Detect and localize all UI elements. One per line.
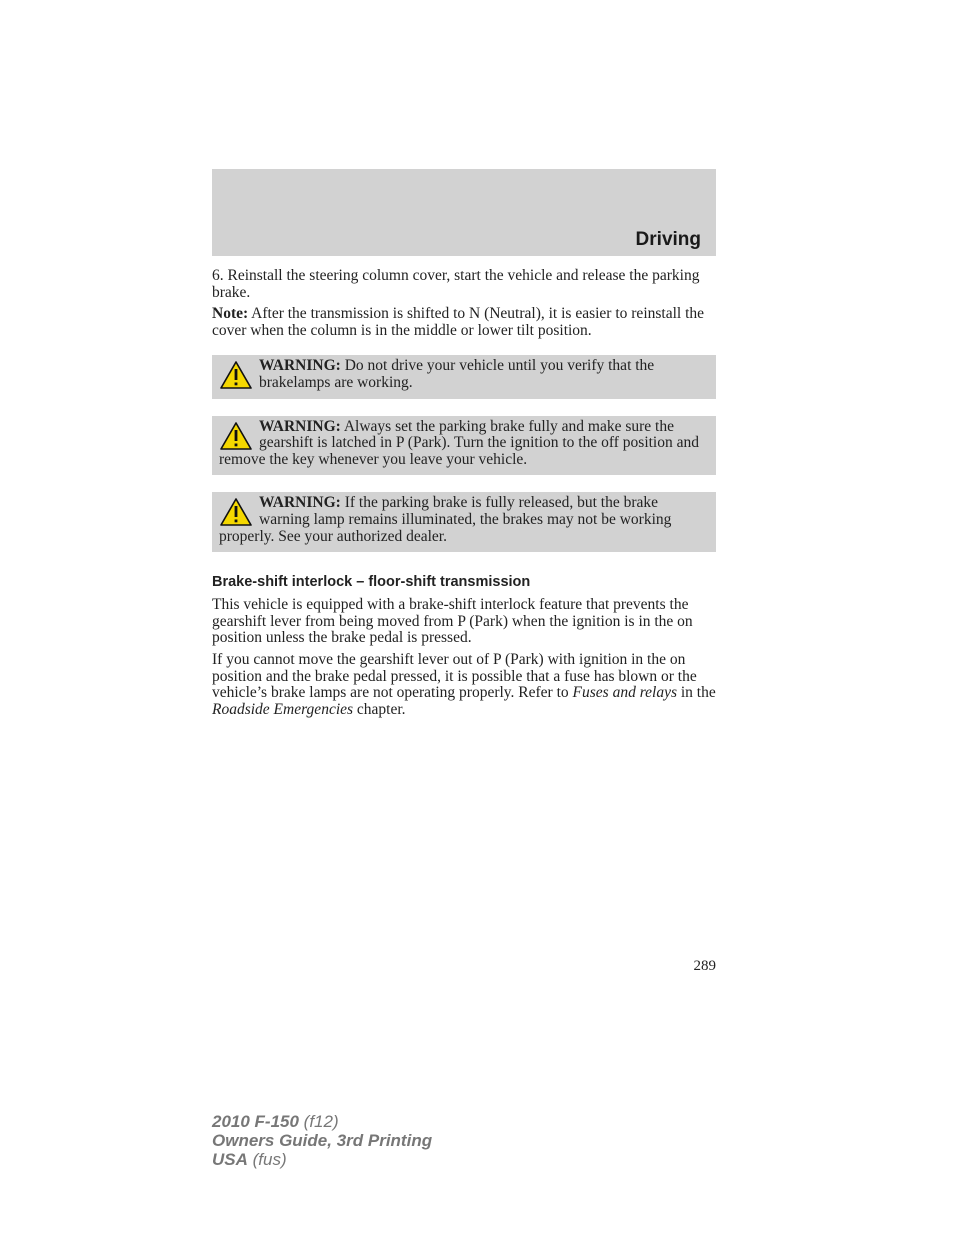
warning-body: If the parking brake is fully released, but the brake warning lamp remains illuminated, the brakes may not be working properly. See your authorized dealer. xyxy=(219,494,672,545)
footer-region-code: (fus) xyxy=(247,1150,287,1169)
footer-edition: Owners Guide, 3rd Printing xyxy=(212,1131,433,1150)
roadside-emergencies-reference: Roadside Emergencies xyxy=(212,700,354,718)
note-text: After the transmission is shifted to N (Neutral), it is easier to reinstall the cover when the column is in the middle or lower tilt position. xyxy=(212,305,705,339)
warning-text-2 xyxy=(219,419,709,469)
footer-region: USA xyxy=(212,1150,248,1169)
page-number: 289 xyxy=(693,958,716,974)
section-paragraph-2 xyxy=(212,652,716,718)
warning-triangle-icon xyxy=(219,360,253,390)
para2-text-a: If you cannot move the gearshift lever out of P (Park) with ignition in the on position and the brake pedal pressed, it is possible that a fuse has blown or the vehicle’s brake lamps are not operating properly. Refer to xyxy=(212,650,697,702)
step-6: 6. Reinstall the steering column cover, start the vehicle and release the parking brake. xyxy=(212,267,700,301)
warning-text-1 xyxy=(219,358,709,391)
warning-box-1 xyxy=(212,355,716,398)
warning-label: WARNING: xyxy=(259,417,341,435)
fuses-and-relays-reference: Fuses and relays xyxy=(572,684,677,702)
warning-body: Always set the parking brake fully and make sure the gearshift is latched in P (Park). Turn the ignition to the off position and remove the key whenever you leave your vehicle. xyxy=(219,417,699,468)
para2-text-b: in the xyxy=(677,684,716,702)
warning-triangle-icon xyxy=(219,421,253,451)
warning-triangle-icon xyxy=(219,497,253,527)
chapter-title: Driving xyxy=(635,229,701,250)
warning-box-2 xyxy=(212,416,716,476)
section-heading: Brake-shift interlock – floor-shift transmission xyxy=(212,574,531,591)
warning-box-3 xyxy=(212,492,716,552)
section-paragraph-1: This vehicle is equipped with a brake-shift interlock feature that prevents the gearshift lever from being moved from P (Park) when the ignition is in the on position unless the brake pedal is pressed. xyxy=(212,596,693,647)
warning-text-3 xyxy=(219,495,709,545)
footer-line-2 xyxy=(212,1131,432,1150)
document-footer xyxy=(212,1112,432,1169)
footer-line-1 xyxy=(212,1112,432,1131)
warning-label: WARNING: xyxy=(259,494,341,512)
warning-body: Do not drive your vehicle until you verify that the brakelamps are working. xyxy=(259,357,655,391)
note-paragraph xyxy=(212,306,716,339)
note-label: Note: xyxy=(212,305,249,323)
warning-label: WARNING: xyxy=(259,357,341,375)
footer-model: 2010 F-150 xyxy=(212,1112,299,1131)
para2-text-c: chapter. xyxy=(353,700,406,718)
footer-line-3 xyxy=(212,1150,432,1169)
chapter-header xyxy=(212,169,716,256)
page-content xyxy=(212,268,716,723)
footer-model-code: (f12) xyxy=(298,1112,339,1131)
